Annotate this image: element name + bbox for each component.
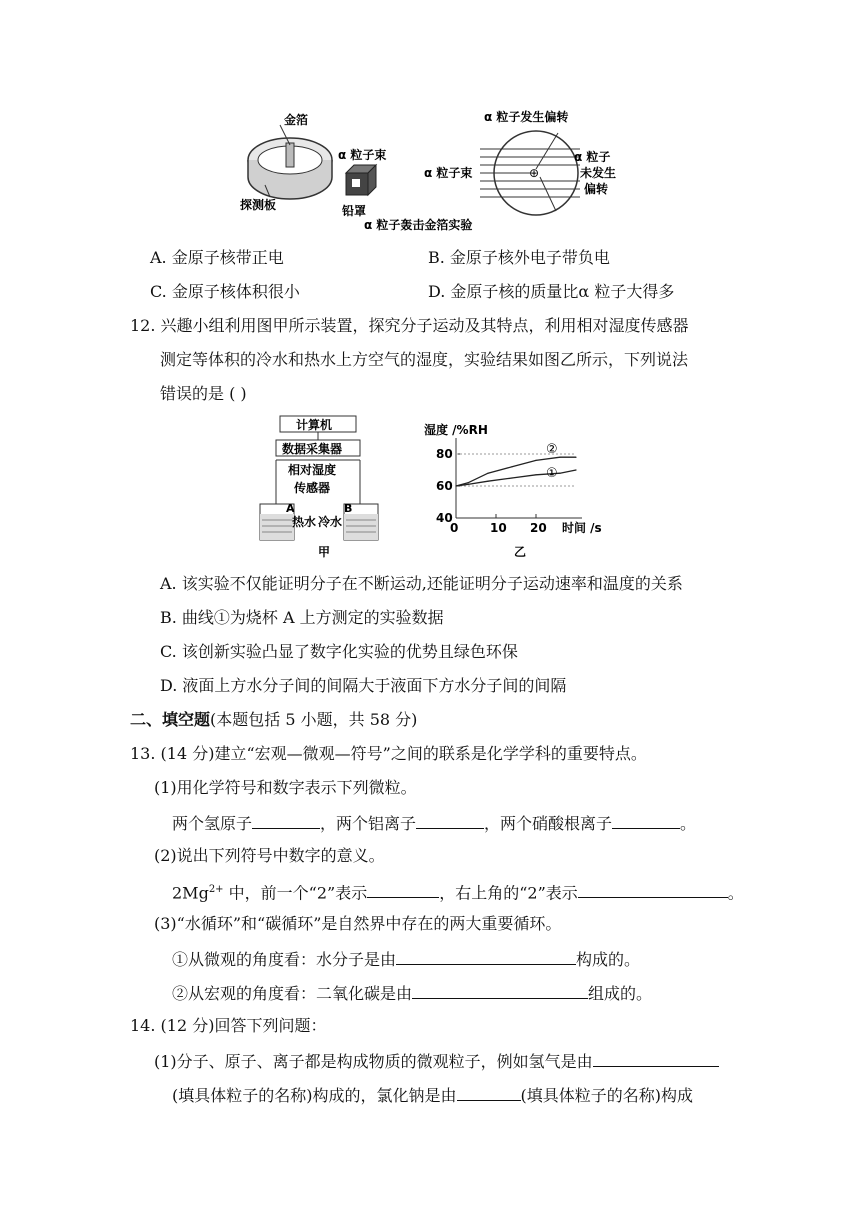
data-point — [575, 457, 576, 458]
y-tick-label: 60 — [436, 479, 453, 493]
answer-blank[interactable] — [412, 982, 588, 999]
data-point — [535, 460, 536, 461]
data-point — [487, 481, 488, 482]
series-label: ② — [546, 442, 558, 458]
x-tick-label: 20 — [530, 521, 547, 535]
q13-part-3-2 — [172, 982, 652, 1004]
q14-part-1 — [154, 1050, 719, 1072]
gold-foil-figure — [240, 105, 630, 235]
q13-p3-2-end: 组成的。 — [588, 984, 653, 1003]
series-label: ① — [546, 466, 558, 482]
q11-option-d: D. 金原子核的质量比α 粒子大得多 — [428, 282, 675, 301]
q12-option-a: A. 该实验不仅能证明分子在不断运动,还能证明分子运动速率和温度的关系 — [160, 574, 683, 593]
series-line-2 — [456, 470, 576, 486]
section-2-note: (本题包括 5 小题，共 58 分) — [210, 710, 418, 729]
answer-blank[interactable] — [367, 881, 439, 898]
q13-part-2: (2)说出下列符号中数字的意义。 — [154, 846, 385, 865]
q14-p1-c: (填具体粒子的名称)构成 — [520, 1086, 693, 1105]
computer-label: 计算机 — [296, 418, 333, 432]
section-2-heading — [130, 710, 417, 730]
answer-blank[interactable] — [396, 948, 576, 965]
q13-p2-b: ，右上角的“2”表示 — [439, 883, 578, 903]
q13-part-3-1 — [172, 948, 640, 970]
data-point — [511, 466, 512, 467]
undeflect-label-1: α 粒子 — [574, 150, 611, 164]
foil-label: 金箔 — [284, 113, 309, 127]
data-point — [575, 469, 576, 470]
q13-p1-b: ，两个铝离子 — [320, 814, 417, 833]
gold-caption: α 粒子轰击金箔实验 — [364, 218, 473, 232]
y-tick-label: 40 — [436, 511, 453, 525]
section-2-title: 二、填空题 — [130, 710, 211, 729]
q13-p2-end: 。 — [727, 883, 744, 903]
cold-water-label: 冷水 — [318, 515, 343, 529]
q14-p1-text: (1)分子、原子、离子都是构成物质的微观粒子，例如氢气是由 — [154, 1052, 593, 1071]
humidity-chart — [420, 418, 620, 560]
q12-option-c: C. 该创新实验凸显了数字化实验的优势且绿色环保 — [160, 642, 518, 661]
q11-option-a: A. 金原子核带正电 — [150, 248, 284, 267]
y-tick-label: 80 — [436, 447, 453, 461]
data-point — [559, 457, 560, 458]
alpha-beam-label: α 粒子束 — [338, 148, 387, 162]
undeflect-label-3: 偏转 — [584, 182, 609, 196]
chart-ylabel: 湿度 /%RH — [424, 423, 488, 437]
deflect-label: α 粒子发生偏转 — [484, 110, 569, 124]
chart-caption: 乙 — [514, 545, 527, 559]
q13-part-1-line — [172, 812, 696, 834]
q13-p1-a: 两个氢原子 — [172, 814, 253, 833]
answer-blank[interactable] — [252, 812, 320, 829]
hot-water-label: 热水 — [292, 515, 317, 529]
x-tick-label: 0 — [450, 521, 459, 535]
q14-head: 14. (12 分)回答下列问题： — [130, 1016, 327, 1035]
detector-label: 探测板 — [240, 198, 277, 212]
q11-option-c: C. 金原子核体积很小 — [150, 282, 300, 301]
collector-label: 数据采集器 — [282, 442, 343, 456]
q13-p3-1-end: 构成的。 — [576, 950, 641, 969]
data-point — [535, 474, 536, 475]
beaker-a-label: A — [286, 502, 295, 515]
q13-p2-charge: 2+ — [208, 884, 224, 895]
x-tick-label: 10 — [490, 521, 507, 535]
answer-blank[interactable] — [593, 1050, 719, 1067]
undeflect-label-2: 未发生 — [580, 166, 617, 180]
answer-blank[interactable] — [612, 812, 680, 829]
q14-part-1-cont — [172, 1084, 693, 1106]
series-line-1 — [456, 457, 576, 486]
answer-blank[interactable] — [416, 812, 484, 829]
beaker-b-label: B — [344, 502, 353, 515]
q14-p1-b: (填具体粒子的名称)构成的，氯化钠是由 — [172, 1086, 457, 1105]
q13-p2-a: 中，前一个“2”表示 — [223, 883, 368, 903]
q13-part-2-line — [172, 880, 744, 903]
q13-p1-c: ，两个硝酸根离子 — [484, 814, 613, 833]
q13-part-3: (3)“水循环”和“碳循环”是自然界中存在的两大重要循环。 — [154, 914, 562, 933]
sensor-label-2: 传感器 — [294, 481, 331, 495]
q13-p3-2-text: ②从宏观的角度看：二氧化碳是由 — [172, 984, 413, 1003]
q13-p1-end: 。 — [680, 814, 697, 833]
data-point — [487, 473, 488, 474]
data-point — [455, 485, 456, 486]
data-point — [467, 484, 468, 485]
beam2-label: α 粒子束 — [424, 166, 473, 180]
q12-option-d: D. 液面上方水分子间的间隔大于液面下方水分子间的间隔 — [160, 676, 567, 695]
q12-line-2: 测定等体积的冷水和热水上方空气的湿度，实验结果如图乙所示，下列说法 — [160, 350, 689, 369]
q11-option-b: B. 金原子核外电子带负电 — [428, 248, 610, 267]
q12-line-1: 12. 兴趣小组利用图甲所示装置，探究分子运动及其特点，利用相对湿度传感器 — [130, 316, 689, 335]
sensor-label-1: 相对湿度 — [288, 463, 337, 477]
chart-xlabel: 时间 /s — [562, 521, 602, 535]
answer-blank[interactable] — [457, 1084, 521, 1101]
q13-part-1: (1)用化学符号和数字表示下列微粒。 — [154, 778, 417, 797]
apparatus-figure — [250, 412, 390, 560]
lead-box-label: 铅罩 — [342, 204, 367, 218]
data-point — [511, 477, 512, 478]
data-point — [559, 473, 560, 474]
q12-option-b: B. 曲线①为烧杯 A 上方测定的实验数据 — [160, 608, 444, 627]
q13-p2-symbol: 2Mg — [172, 883, 209, 903]
data-point — [467, 482, 468, 483]
q13-p3-1-text: ①从微观的角度看：水分子是由 — [172, 950, 397, 969]
q12-line-3: 错误的是 ( ) — [160, 384, 247, 403]
nucleus-symbol: ⊕ — [529, 166, 540, 180]
jia-caption: 甲 — [318, 545, 331, 559]
answer-blank[interactable] — [578, 881, 728, 898]
q13-head: 13. (14 分)建立“宏观—微观—符号”之间的联系是化学学科的重要特点。 — [130, 744, 647, 763]
